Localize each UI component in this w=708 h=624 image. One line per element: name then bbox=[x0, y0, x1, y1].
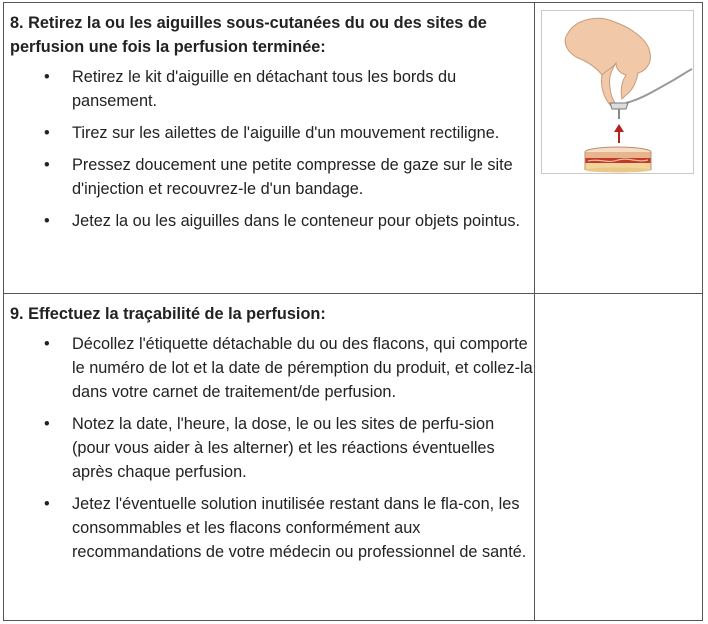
list-item: • Tirez sur les ailettes de l'aiguille d'un mouvement rectiligne. bbox=[44, 121, 534, 145]
step-row-9 bbox=[4, 294, 703, 621]
list-item: • Notez la date, l'heure, la dose, le ou les sites de perfu-sion (pour vous aider à les alterner) et les réactions éventuelles après chaque perfusion. bbox=[44, 412, 534, 484]
list-item: • Pressez doucement une petite compresse de gaze sur le site d'injection et recouvrez-le d'un bandage. bbox=[44, 153, 534, 201]
list-item: • Retirez le kit d'aiguille en détachant tous les bords du pansement. bbox=[44, 65, 534, 113]
needle-removal-illustration-icon bbox=[541, 10, 694, 174]
step-9-image-cell bbox=[535, 294, 703, 621]
step-row-8 bbox=[4, 3, 703, 294]
list-item: • Décollez l'étiquette détachable du ou des flacons, qui comporte le numéro de lot et la date de péremption du produit, et collez-la dans votre carnet de traitement/de perfusion. bbox=[44, 332, 534, 404]
step-8-text-cell bbox=[4, 3, 535, 294]
step-8-image-cell bbox=[535, 3, 703, 294]
list-item: • Jetez la ou les aiguilles dans le conteneur pour objets pointus. bbox=[44, 209, 534, 233]
step-8-bullet-list bbox=[4, 65, 534, 233]
instructions-table bbox=[3, 2, 703, 621]
list-item: • Jetez l'éventuelle solution inutilisée restant dans le fla-con, les consommables et les flacons conformément aux recommandations de votre médecin ou professionnel de santé. bbox=[44, 492, 534, 564]
step-9-title: 9. Effectuez la traçabilité de la perfusion: bbox=[10, 305, 326, 323]
step-8-title: 8. Retirez la ou les aiguilles sous-cutanées du ou des sites de perfusion une fois la perfusion terminée: bbox=[10, 14, 487, 56]
step-9-text-cell bbox=[4, 294, 535, 621]
step-9-bullet-list bbox=[4, 332, 534, 564]
